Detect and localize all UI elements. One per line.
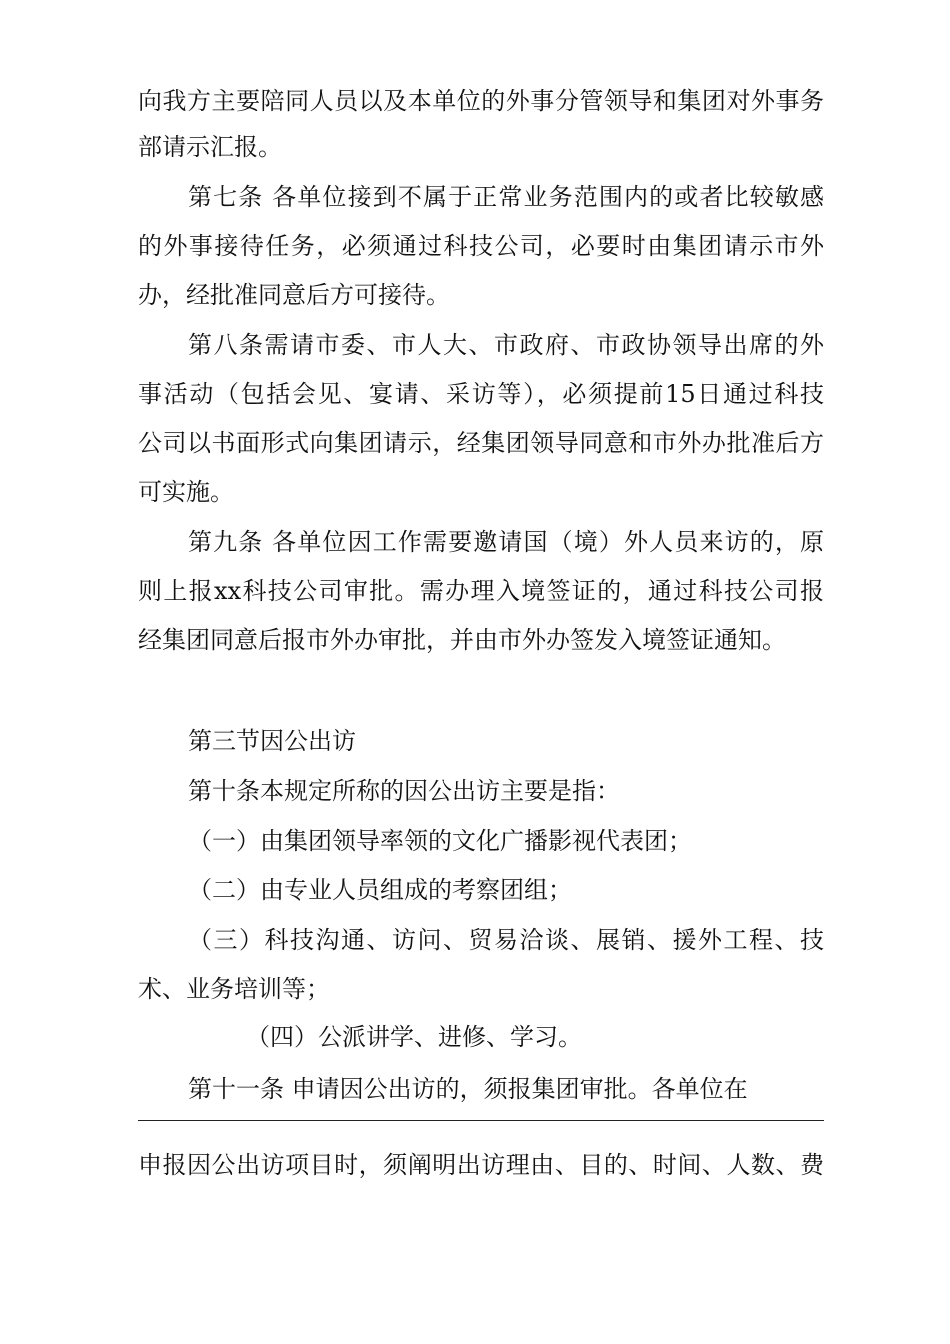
paragraph-line: 部请示汇报。: [138, 133, 282, 161]
list-item: （三）科技沟通、访问、贸易洽谈、展销、援外工程、技: [188, 926, 824, 954]
list-item: （一）由集团领导率领的文化广播影视代表团；: [188, 827, 692, 855]
article-7-line: 办，经批准同意后方可接待。: [138, 281, 450, 309]
list-item: （四）公派讲学、进修、学习。: [246, 1023, 582, 1051]
article-7-line: 第七条 各单位接到不属于正常业务范围内的或者比较敏感: [188, 183, 824, 211]
article-8-line: 第八条需请市委、市人大、市政府、市政协领导出席的外: [188, 331, 824, 359]
article-11-line: 第十一条 申请因公出访的，须报集团审批。各单位在: [188, 1075, 748, 1103]
article-8-line: 公司以书面形式向集团请示，经集团领导同意和市外办批准后方: [138, 429, 824, 457]
article-9-line: 则上报xx科技公司审批。需办理入境签证的，通过科技公司报: [138, 577, 824, 605]
horizontal-rule: [138, 1120, 824, 1121]
article-10-line: 第十条本规定所称的因公出访主要是指：: [188, 777, 620, 805]
article-8-line: 可实施。: [138, 478, 234, 506]
article-7-line: 的外事接待任务，必须通过科技公司，必要时由集团请示市外: [138, 232, 824, 260]
article-9-line: 第九条 各单位因工作需要邀请国（境）外人员来访的，原: [188, 528, 824, 556]
article-8-line: 事活动（包括会见、宴请、采访等），必须提前15日通过科技: [138, 380, 824, 408]
article-9-line: 经集团同意后报市外办审批，并由市外办签发入境签证通知。: [138, 626, 786, 654]
section-heading: 第三节因公出访: [188, 727, 356, 755]
article-11-line: 申报因公出访项目时，须阐明出访理由、目的、时间、人数、费: [138, 1151, 824, 1179]
list-item: （二）由专业人员组成的考察团组；: [188, 876, 572, 904]
paragraph-line: 向我方主要陪同人员以及本单位的外事分管领导和集团对外事务: [138, 87, 824, 115]
list-item: 术、业务培训等；: [138, 975, 330, 1003]
